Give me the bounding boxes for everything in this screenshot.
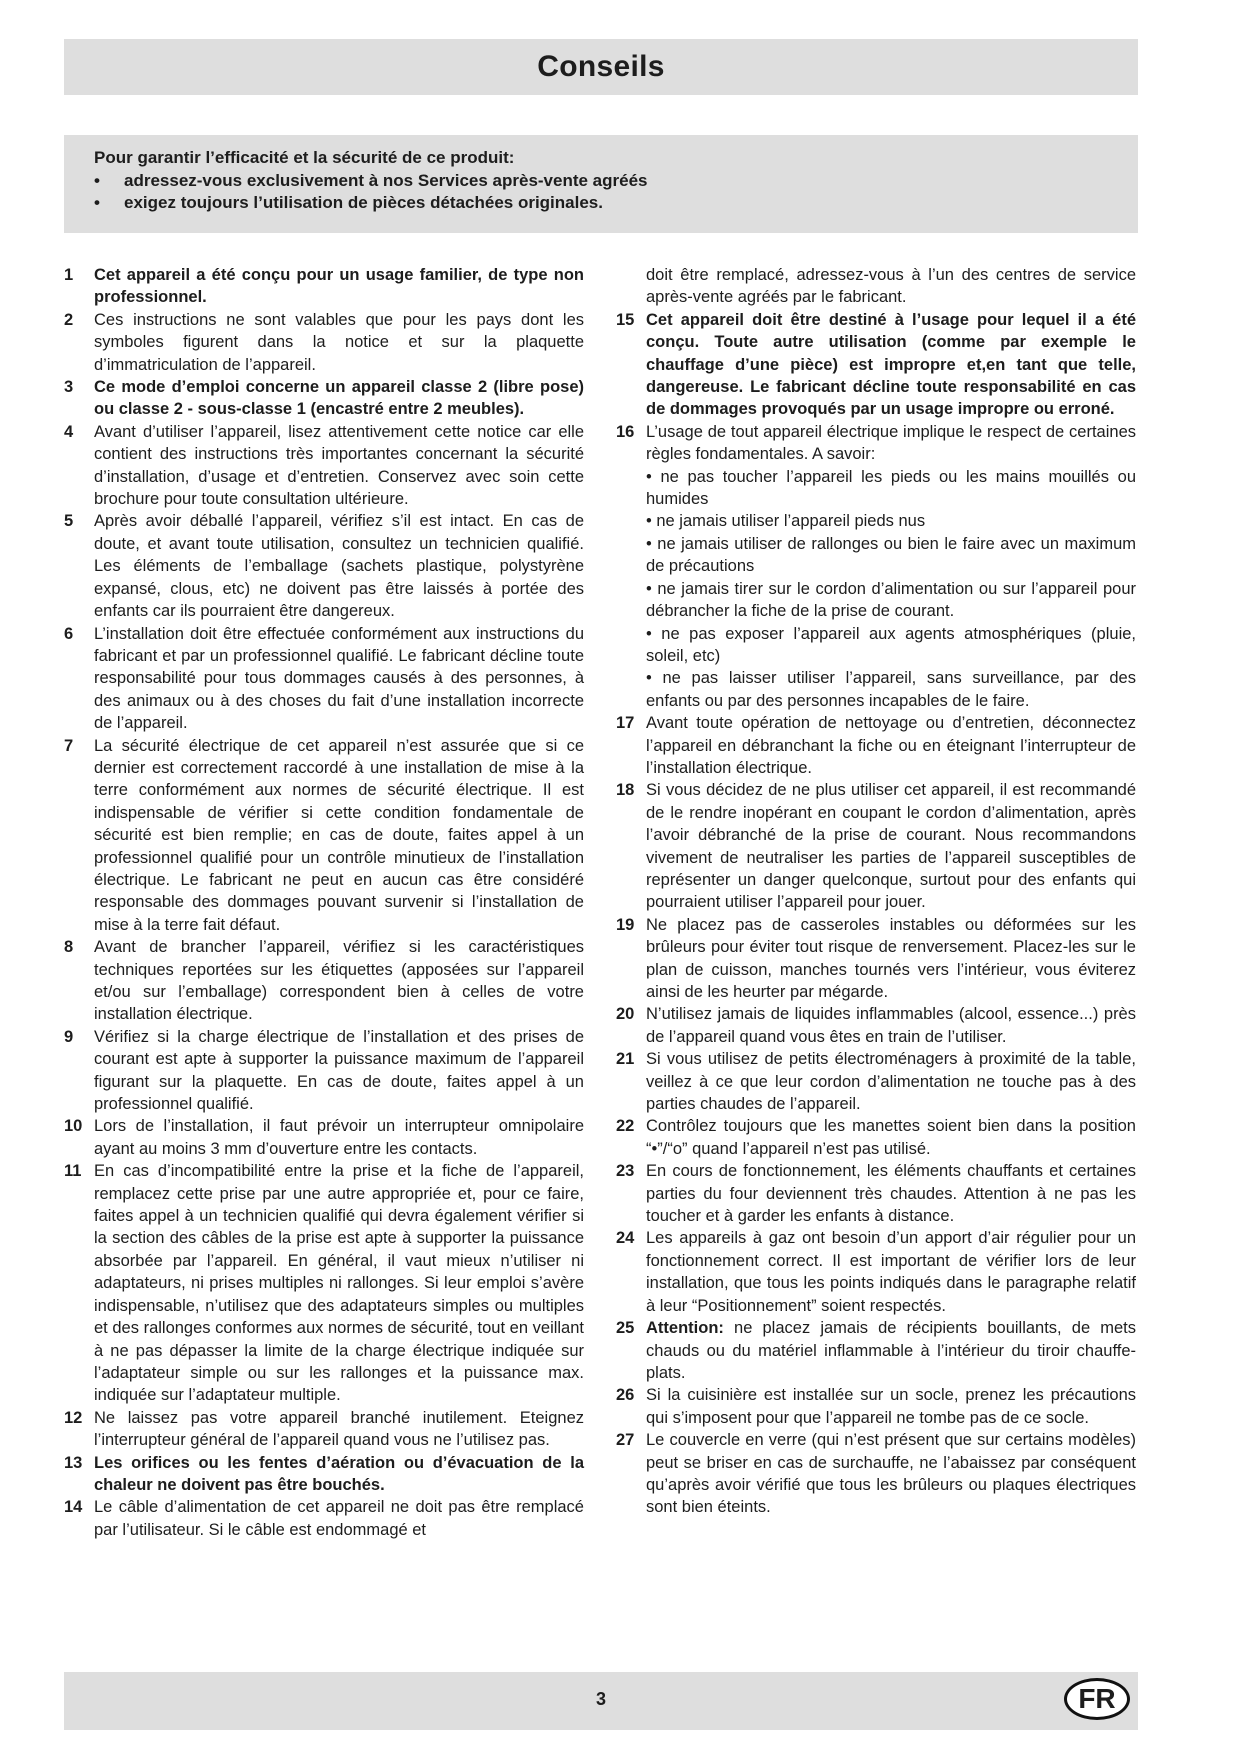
advice-item-2 (64, 309, 584, 376)
attention-label: Attention: (646, 1319, 724, 1338)
title-bar (64, 39, 1138, 95)
advice-item-15 (616, 309, 1136, 421)
advice-item-6 (64, 623, 584, 735)
advice-item-10 (64, 1115, 584, 1160)
item-text: Le câble d’alimentation de cet appareil ne doit pas être remplacé par l’utilisateur. Si le câble est endommagé et (94, 1498, 584, 1539)
item-number: 11 (64, 1162, 82, 1181)
advice-item-14 (64, 1496, 584, 1541)
item-number: 16 (616, 422, 635, 441)
intro-bullet-text: exigez toujours l’utilisation de pièces détachées originales. (124, 193, 603, 212)
advice-item-21 (616, 1048, 1136, 1115)
advice-item-26 (616, 1384, 1136, 1429)
item-text: Après avoir déballé l’appareil, vérifiez s’il est intact. En cas de doute, et avant toute utilisation, consultez un technicien qualifié. Les éléments de l’emballage (sachets plastique, polystyrène expansé, clous, etc) ne doivent pas être laissés à portée des enfants car ils pourraient être dangereux. (94, 512, 584, 621)
sub-bullet: • ne pas toucher l’appareil les pieds ou les mains mouillés ou humides (646, 467, 1136, 509)
item-number: 12 (64, 1408, 83, 1427)
intro-bullet-text: adressez-vous exclusivement à nos Services après-vente agréés (124, 170, 648, 190)
advice-item-20 (616, 1003, 1136, 1048)
item-text: ne placez jamais de récipients bouillants, de mets chauds ou du matériel inflammable à l’intérieur du tiroir chauffe-plats. (646, 1319, 1136, 1382)
item-number: 19 (616, 915, 635, 934)
item-text: Ce mode d’emploi concerne un appareil classe 2 (libre pose) ou classe 2 - sous-classe 1 (encastré entre 2 meubles). (94, 378, 584, 419)
advice-item-24 (616, 1227, 1136, 1317)
item-number: 9 (64, 1027, 74, 1046)
item-number: 3 (64, 378, 74, 397)
item-text: Les appareils à gaz ont besoin d’un apport d’air régulier pour un fonctionnement correct. Il est important de vérifier lors de leur installation, que tous les points indiqués dans le paragraphe relatif à leur “Positionnement” soient respectés. (646, 1229, 1136, 1315)
bullet-icon: • (94, 170, 100, 190)
advice-item-1 (64, 264, 584, 309)
item-text: Contrôlez toujours que les manettes soient bien dans la position “•”/“o” quand l’appareil n’est pas utilisé. (646, 1117, 1136, 1158)
item-number: 7 (64, 736, 74, 755)
advice-item-13 (64, 1452, 584, 1497)
item-number: 4 (64, 422, 74, 441)
item-number: 17 (616, 714, 635, 733)
sub-bullet: • ne jamais utiliser de rallonges ou bien le faire avec un maximum de précautions (646, 534, 1136, 576)
sub-bullet: • ne pas laisser utiliser l’appareil, sans surveillance, par des enfants ou par des personnes incapables de le faire. (646, 669, 1136, 710)
advice-item-23 (616, 1160, 1136, 1227)
item-text: Ces instructions ne sont valables que pour les pays dont les symboles figurent dans la notice et sur la plaquette d’immatriculation de l’appareil. (94, 310, 584, 374)
item-text: En cas d’incompatibilité entre la prise et la fiche de l’appareil, remplacez cette prise par une autre appropriée et, pour ce faire, faites appel à un technicien qualifié qui devra également vérifier si la section des câbles de la prise est apte à supporter la puissance absorbée par l’appareil. En général, il vaut mieux n’utiliser ni adaptateurs, ni prises multiples ni rallonges. Si leur emploi s’avère indispensable, n’utilisez que des adaptateurs simples ou multiples et des rallonges conformes aux normes de sécurité, tout en veillant à ne pas dépasser la limite de la charge électrique indiquée sur l’adaptateur simple ou sur les rallonges et la puissance max. indiquée sur l’adaptateur multiple. (94, 1162, 584, 1405)
intro-heading: Pour garantir l’efficacité et la sécurité de ce produit: (94, 148, 515, 167)
item-text: Lors de l’installation, il faut prévoir un interrupteur omnipolaire ayant au moins 3 mm d’ouverture entre les contacts. (94, 1117, 584, 1158)
advice-item-3 (64, 376, 584, 421)
page-title: Conseils (537, 50, 665, 83)
left-column (64, 264, 584, 1541)
item-number: 13 (64, 1453, 83, 1472)
item-number: 8 (64, 938, 74, 957)
language-badge-icon: FR (1064, 1678, 1130, 1720)
intro-box (64, 135, 1138, 233)
item-number: 5 (64, 512, 74, 531)
advice-item-9 (64, 1026, 584, 1116)
advice-item-7 (64, 735, 584, 937)
item-text: Si vous décidez de ne plus utiliser cet appareil, il est recommandé de le rendre inopérant en coupant le cordon d’alimentation, après l’avoir débranché de la prise de courant. Nous recommandons vivement de neutraliser les parties de l’appareil susceptibles de représenter un danger quelconque, surtout pour des enfants qui pourraient utiliser l’appareil pour jouer. (646, 781, 1136, 912)
footer-bar (64, 1672, 1138, 1730)
item-text: Les orifices ou les fentes d’aération ou d’évacuation de la chaleur ne doivent pas être bouchés. (94, 1453, 584, 1494)
advice-item-27 (616, 1429, 1136, 1519)
right-column (616, 264, 1136, 1519)
item-number: 21 (616, 1050, 635, 1069)
advice-item-25 (616, 1317, 1136, 1384)
item-text: Vérifiez si la charge électrique de l’installation et des prises de courant est apte à supporter la puissance maximum de l’appareil figurant sur la plaquette. En cas de doute, faites appel à un professionnel qualifié. (94, 1027, 584, 1114)
intro-bullet (94, 170, 1138, 193)
item-number: 22 (616, 1117, 635, 1136)
item-text: L’usage de tout appareil électrique implique le respect de certaines règles fondamentales. A savoir: (646, 422, 1136, 464)
item-text: Avant toute opération de nettoyage ou d’entretien, déconnectez l’appareil en débranchant la fiche ou en éteignant l’interrupteur de l’installation électrique. (646, 714, 1136, 777)
item-number: 24 (616, 1229, 635, 1248)
item-text: Si vous utilisez de petits électroménagers à proximité de la table, veillez à ce que leur cordon d’alimentation ne touche pas à des parties chaudes de l’appareil. (646, 1050, 1136, 1114)
advice-item-12 (64, 1407, 584, 1452)
item-text: Avant de brancher l’appareil, vérifiez si les caractéristiques techniques reportées sur les étiquettes (apposées sur l’appareil et/ou sur l’emballage) correspondent bien à celles de votre installation électrique. (94, 938, 584, 1024)
advice-item-18 (616, 779, 1136, 913)
item-number: 20 (616, 1005, 635, 1024)
advice-item-22 (616, 1115, 1136, 1160)
sub-bullet: • ne jamais utiliser l’appareil pieds nus (646, 512, 926, 531)
item-number: 18 (616, 781, 635, 800)
intro-bullet (94, 192, 1138, 215)
advice-item-19 (616, 914, 1136, 1004)
item-body (646, 1317, 1136, 1384)
item-text: L’installation doit être effectuée conformément aux instructions du fabricant et par un professionnel qualifié. Le fabricant décline toute responsabilité pour tous dommages causés à des personnes, à des animaux ou à des choses du fait d’une installation incorrecte de l’appareil. (94, 624, 584, 733)
item-text: La sécurité électrique de cet appareil n’est assurée que si ce dernier est correctement raccordé à une installation de mise à la terre conformément aux normes de sécurité électrique. Il est indispensable de vérifier si cette condition fondamentale de sécurité est bien remplie; en cas de doute, faites appel à un professionnel qualifié pour un contrôle minutieux de l’installation électrique. Le fabricant ne peut en aucun cas être considéré responsable des dommages pouvant survenir si l’installation de mise à la terre fait défaut. (94, 736, 584, 934)
bullet-icon: • (94, 193, 100, 212)
item-text: Ne placez pas de casseroles instables ou déformées sur les brûleurs pour éviter tout risque de renversement. Placez-les sur le plan de cuisson, manches tournés vers l’intérieur, vous éviterez ainsi de les heurter par mégarde. (646, 915, 1136, 1001)
item-number: 25 (616, 1319, 635, 1338)
item-text: Cet appareil doit être destiné à l’usage pour lequel il a été conçu. Toute autre utilisation (comme par exemple le chauffage d’une pièce) est impropre et,en tant que telle, dangereuse. Le fabricant décline toute responsabilité en cas de dommages provoqués par un usage impropre ou erroné. (646, 310, 1136, 419)
item-number: 23 (616, 1162, 635, 1181)
advice-item-14-continued: doit être remplacé, adressez-vous à l’un des centres de service après-vente agréés par le fabricant. (646, 266, 1136, 307)
page-number: 3 (595, 1689, 606, 1709)
item-number: 10 (64, 1117, 83, 1136)
item-text: En cours de fonctionnement, les éléments chauffants et certaines parties du four deviennent très chaudes. Attention à ne pas les toucher et à garder les enfants à distance. (646, 1162, 1136, 1226)
advice-item-8 (64, 936, 584, 1026)
item-body (646, 421, 1136, 712)
advice-item-16 (616, 421, 1136, 712)
item-number: 6 (64, 624, 74, 643)
item-text: Le couvercle en verre (qui n’est présent que sur certains modèles) peut se briser en cas de surchauffe, ne l’abaissez par conséquent qu’après avoir vérifié que tous les brûleurs ou plaques électriques sont bien éteints. (646, 1431, 1136, 1517)
item-text: Avant d’utiliser l’appareil, lisez attentivement cette notice car elle contient des instructions très importantes concernant la sécurité d’installation, d’usage et d’entretien. Conservez avec soin cette brochure pour toute consultation ultérieure. (94, 422, 584, 509)
item-number: 26 (616, 1386, 635, 1405)
item-number: 15 (616, 310, 635, 329)
item-text: Cet appareil a été conçu pour un usage familier, de type non professionnel. (94, 266, 584, 307)
item-text: Ne laissez pas votre appareil branché inutilement. Eteignez l’interrupteur général de l’appareil quand vous ne l’utilisez pas. (94, 1408, 584, 1450)
advice-item-5 (64, 510, 584, 622)
advice-item-17 (616, 712, 1136, 779)
item-number: 1 (64, 266, 74, 284)
item-number: 2 (64, 310, 74, 329)
advice-item-11 (64, 1160, 584, 1406)
item-text: N’utilisez jamais de liquides inflammables (alcool, essence...) près de l’appareil quand vous êtes en train de l’utiliser. (646, 1005, 1136, 1046)
sub-bullet: • ne pas exposer l’appareil aux agents atmosphériques (pluie, soleil, etc) (646, 624, 1136, 665)
sub-bullet: • ne jamais tirer sur le cordon d’alimentation ou sur l’appareil pour débrancher la fiche de la prise de courant. (646, 579, 1136, 621)
item-number: 27 (616, 1431, 635, 1450)
item-number: 14 (64, 1498, 83, 1517)
item-text: Si la cuisinière est installée sur un socle, prenez les précautions qui s’imposent pour que l’appareil ne tombe pas de ce socle. (646, 1386, 1136, 1427)
advice-item-4 (64, 421, 584, 511)
